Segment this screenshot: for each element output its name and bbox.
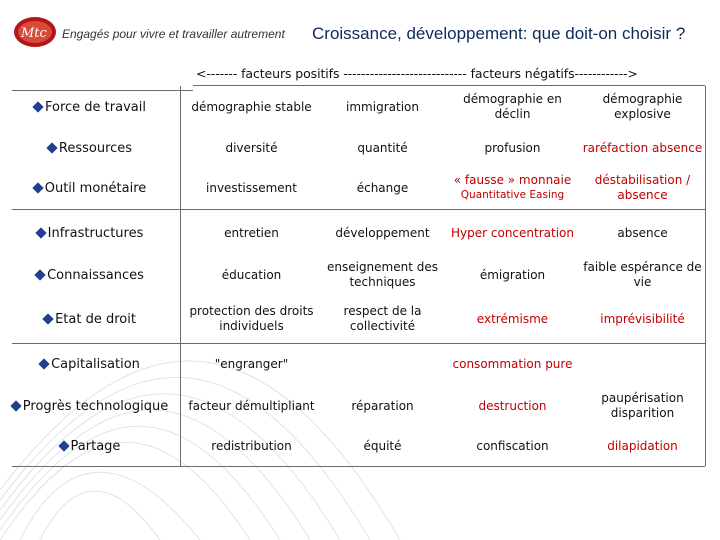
table-cell bbox=[577, 342, 708, 386]
diamond-bullet-icon bbox=[32, 101, 43, 112]
cell-text: échange bbox=[356, 180, 409, 195]
mtc-logo-icon bbox=[12, 14, 58, 50]
cell-text: profusion bbox=[484, 140, 541, 155]
left-arrow: <------- bbox=[196, 66, 238, 81]
cell-text: protection des droits individuels bbox=[189, 304, 314, 333]
tagline: Engagés pour vivre et travailler autrement bbox=[62, 27, 285, 41]
diamond-bullet-icon bbox=[38, 358, 49, 369]
axis-dashes: ---------------------------- bbox=[343, 66, 467, 81]
table-row bbox=[0, 166, 720, 210]
table-cell bbox=[186, 342, 317, 386]
table-cell bbox=[317, 130, 448, 166]
table-cell bbox=[447, 342, 578, 386]
table-cell bbox=[577, 87, 708, 127]
cell-subtext: Quantitative Easing bbox=[460, 189, 565, 201]
row-label bbox=[0, 166, 180, 210]
table-cell bbox=[577, 385, 708, 427]
cell-text: démographie explosive bbox=[602, 92, 683, 121]
table-cell bbox=[577, 212, 708, 254]
cell-text: entretien bbox=[224, 225, 279, 240]
row-label-text: Force de travail bbox=[45, 99, 146, 115]
row-label bbox=[0, 385, 180, 427]
cell-text: "engranger" bbox=[214, 356, 289, 371]
row-label bbox=[0, 426, 180, 466]
positive-factors-label: facteurs positifs bbox=[241, 66, 340, 81]
cell-text: diversité bbox=[225, 140, 278, 155]
svg-text:Mtc: Mtc bbox=[21, 26, 47, 41]
cell-text: enseignement des techniques bbox=[326, 260, 438, 289]
row-label bbox=[0, 253, 180, 297]
row-label-text: Connaissances bbox=[47, 267, 144, 283]
table-cell bbox=[317, 426, 448, 466]
table-top-border bbox=[193, 85, 705, 86]
table-cell bbox=[186, 212, 317, 254]
table-cell bbox=[317, 212, 448, 254]
cell-text: consommation pure bbox=[452, 356, 573, 371]
row-label-text: Partage bbox=[70, 438, 121, 454]
table-row bbox=[0, 342, 720, 386]
table-row bbox=[0, 253, 720, 297]
table-cell bbox=[577, 253, 708, 297]
row-label bbox=[0, 87, 180, 127]
table-cell bbox=[317, 253, 448, 297]
table-cell bbox=[186, 253, 317, 297]
cell-text: raréfaction absence bbox=[582, 140, 703, 155]
cell-text: dilapidation bbox=[607, 438, 678, 453]
row-label bbox=[0, 212, 180, 254]
cell-text: démographie en déclin bbox=[463, 92, 562, 121]
cell-text: extrémisme bbox=[476, 311, 549, 326]
table-cell bbox=[317, 342, 448, 386]
row-label bbox=[0, 297, 180, 341]
table-cell bbox=[186, 166, 317, 210]
row-label bbox=[0, 342, 180, 386]
table-cell bbox=[317, 385, 448, 427]
cell-text: investissement bbox=[206, 180, 297, 195]
table-cell bbox=[577, 166, 708, 210]
table-cell bbox=[186, 130, 317, 166]
table-row bbox=[0, 212, 720, 254]
table-row bbox=[0, 297, 720, 341]
cell-text: déstabilisation / absence bbox=[594, 173, 691, 202]
table-cell bbox=[577, 297, 708, 341]
table-row bbox=[0, 385, 720, 427]
cell-text: redistribution bbox=[211, 438, 292, 453]
table-cell bbox=[186, 385, 317, 427]
diamond-bullet-icon bbox=[32, 182, 43, 193]
cell-text: émigration bbox=[479, 267, 546, 282]
cell-text: Hyper concentration bbox=[451, 225, 574, 240]
table-cell bbox=[447, 130, 578, 166]
cell-text: équité bbox=[363, 438, 402, 453]
negative-factors-label: facteurs négatifs------------> bbox=[470, 66, 638, 81]
table-cell bbox=[317, 87, 448, 127]
table-row bbox=[0, 426, 720, 466]
diamond-bullet-icon bbox=[42, 313, 53, 324]
table-cell bbox=[186, 87, 317, 127]
diamond-bullet-icon bbox=[34, 269, 45, 280]
diamond-bullet-icon bbox=[35, 227, 46, 238]
table-cell bbox=[447, 426, 578, 466]
cell-text: réparation bbox=[351, 398, 414, 413]
cell-text: confiscation bbox=[476, 438, 549, 453]
diamond-bullet-icon bbox=[58, 440, 69, 451]
row-label-text: Progrès technologique bbox=[22, 398, 169, 414]
cell-text: démographie stable bbox=[191, 99, 312, 114]
row-label-text: Capitalisation bbox=[51, 356, 140, 372]
table-cell bbox=[186, 297, 317, 341]
cell-text: éducation bbox=[221, 267, 282, 282]
cell-text: destruction bbox=[478, 398, 547, 413]
table-cell bbox=[186, 426, 317, 466]
table-cell bbox=[447, 297, 578, 341]
table-cell bbox=[447, 166, 578, 210]
table-cell bbox=[447, 87, 578, 127]
page-title: Croissance, développement: que doit-on choisir ? bbox=[312, 24, 686, 43]
table-cell bbox=[577, 426, 708, 466]
table-cell bbox=[317, 166, 448, 210]
row-label-text: Etat de droit bbox=[55, 311, 136, 327]
row-label-text: Outil monétaire bbox=[44, 180, 147, 196]
cell-text: facteur démultipliant bbox=[188, 398, 315, 413]
header bbox=[0, 0, 720, 62]
table-cell bbox=[447, 253, 578, 297]
table-cell bbox=[577, 130, 708, 166]
table-cell bbox=[317, 297, 448, 341]
table-cell bbox=[447, 212, 578, 254]
cell-text: imprévisibilité bbox=[600, 311, 685, 326]
table-cell bbox=[447, 385, 578, 427]
cell-text: « fausse » monnaie bbox=[453, 173, 572, 187]
table-row bbox=[0, 87, 720, 127]
cell-text: développement bbox=[335, 225, 430, 240]
table-bottom-border bbox=[12, 466, 705, 467]
table-row bbox=[0, 130, 720, 166]
row-label-text: Ressources bbox=[58, 140, 133, 156]
factor-axis-legend bbox=[196, 66, 696, 81]
diamond-bullet-icon bbox=[46, 142, 57, 153]
cell-text: absence bbox=[617, 225, 668, 240]
cell-text: quantité bbox=[357, 140, 408, 155]
cell-text: faible espérance de vie bbox=[583, 260, 702, 289]
row-label bbox=[0, 130, 180, 166]
diamond-bullet-icon bbox=[10, 400, 21, 411]
row-label-text: Infrastructures bbox=[47, 225, 144, 241]
cell-text: immigration bbox=[346, 99, 419, 114]
cell-text: respect de la collectivité bbox=[343, 304, 422, 333]
cell-text: paupérisation disparition bbox=[601, 391, 684, 420]
